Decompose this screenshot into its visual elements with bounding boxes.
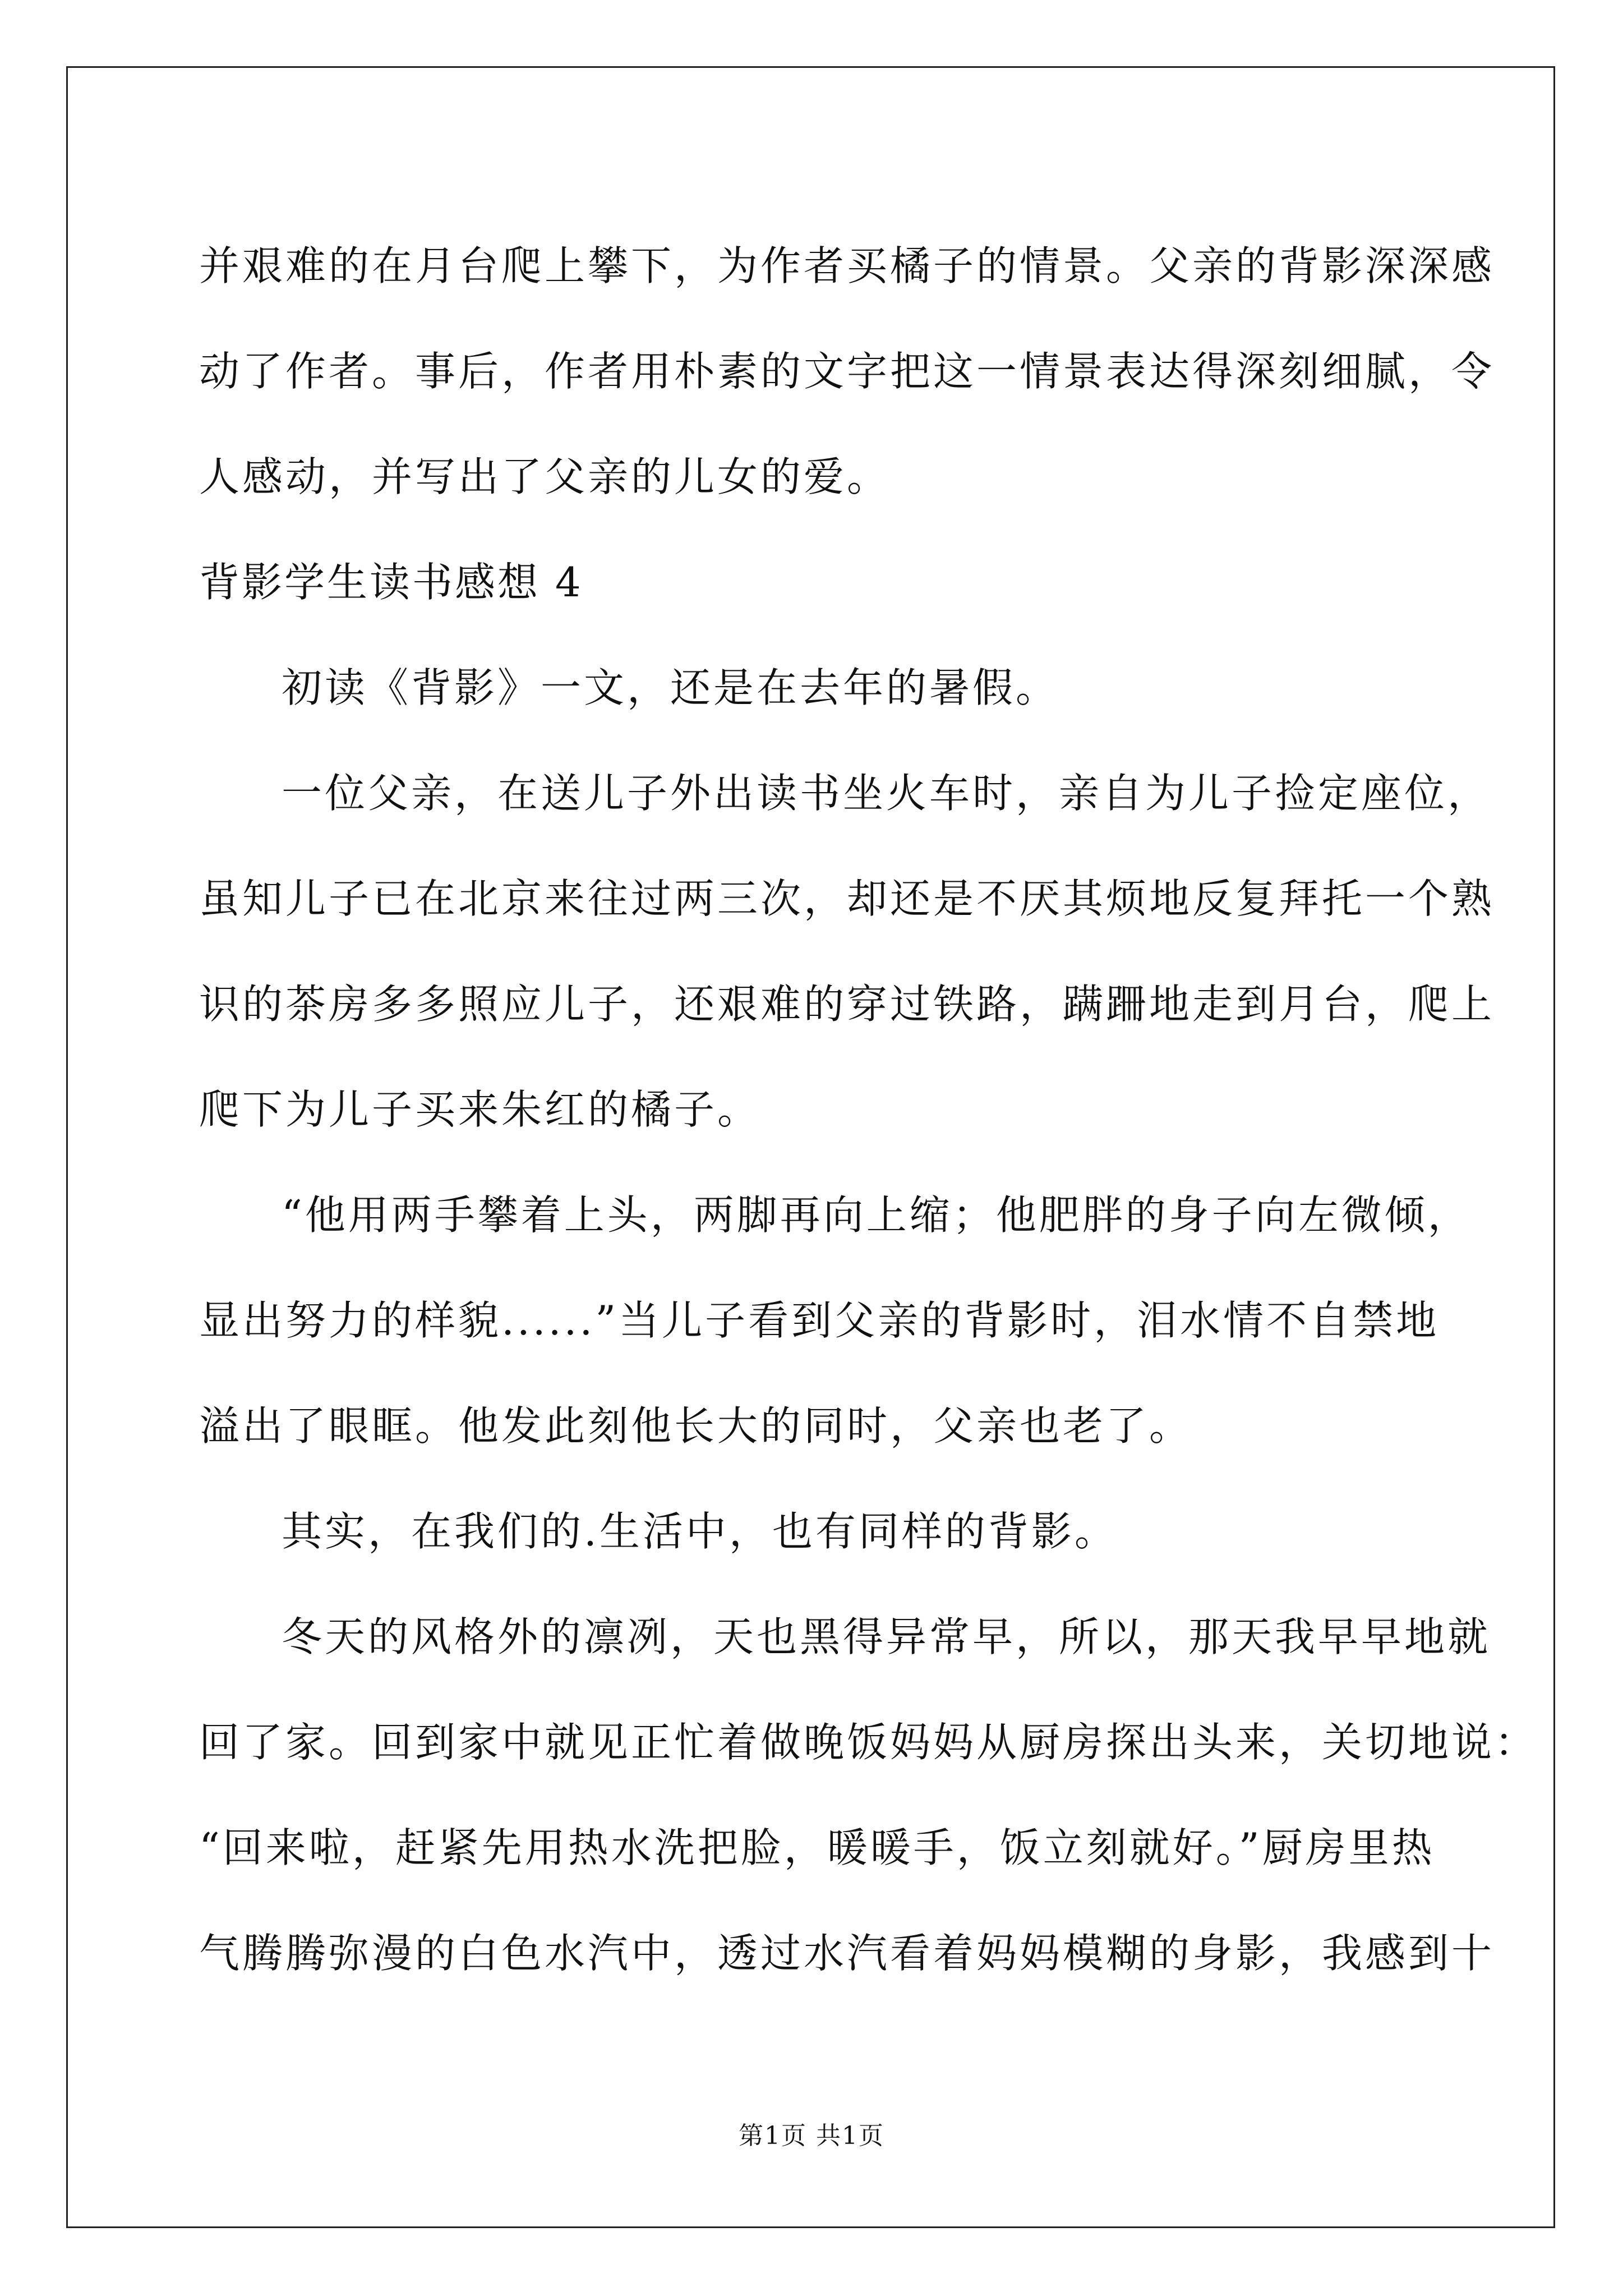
paragraph-line: 回了家。回到家中就见正忙着做晚饭妈妈从厨房探出头来，关切地说： (199, 1719, 1538, 1766)
paragraph-line: “他用两手攀着上头，两脚再向上缩；他肥胖的身子向左微倾， (282, 1191, 1471, 1239)
paragraph-line: 爬下为儿子买来朱红的橘子。 (199, 1086, 761, 1133)
paragraph-line: 人感动，并写出了父亲的儿女的爱。 (199, 453, 891, 500)
paragraph-line: 冬天的风格外的凛冽，天也黑得异常早，所以，那天我早早地就 (282, 1613, 1491, 1660)
section-heading: 背影学生读书感想 4 (199, 559, 583, 606)
paragraph-line: 并艰难的在月台爬上攀下，为作者买橘子的情景。父亲的背影深深感 (199, 242, 1495, 289)
paragraph-line: “回来啦，赶紧先用热水洗把脸，暖暖手，饭立刻就好。”厨房里热 (199, 1824, 1435, 1871)
paragraph-line: 溢出了眼眶。他发此刻他长大的同时，父亲也老了。 (199, 1402, 1193, 1450)
paragraph-line: 一位父亲，在送儿子外出读书坐火车时，亲自为儿子捡定座位， (282, 770, 1491, 817)
paragraph-line: 动了作者。事后，作者用朴素的文字把这一情景表达得深刻细腻，令 (199, 348, 1495, 395)
paragraph-line: 其实，在我们的.生活中，也有同样的背影。 (282, 1508, 1118, 1555)
paragraph-line: 虽知儿子已在北京来往过两三次，却还是不厌其烦地反复拜托一个熟 (199, 875, 1495, 922)
page-number-footer: 第1页 共1页 (739, 2122, 884, 2150)
paragraph-line: 气腾腾弥漫的白色水汽中，透过水汽看着妈妈模糊的身影，我感到十 (199, 1930, 1495, 1977)
paragraph-line: 显出努力的样貌......”当儿子看到父亲的背影时，泪水情不自禁地 (199, 1297, 1440, 1344)
document-body (199, 213, 1538, 2006)
paragraph-line: 初读《背影》一文，还是在去年的暑假。 (282, 664, 1059, 711)
paragraph-line: 识的茶房多多照应儿子，还艰难的穿过铁路，蹒跚地走到月台，爬上 (199, 981, 1495, 1028)
